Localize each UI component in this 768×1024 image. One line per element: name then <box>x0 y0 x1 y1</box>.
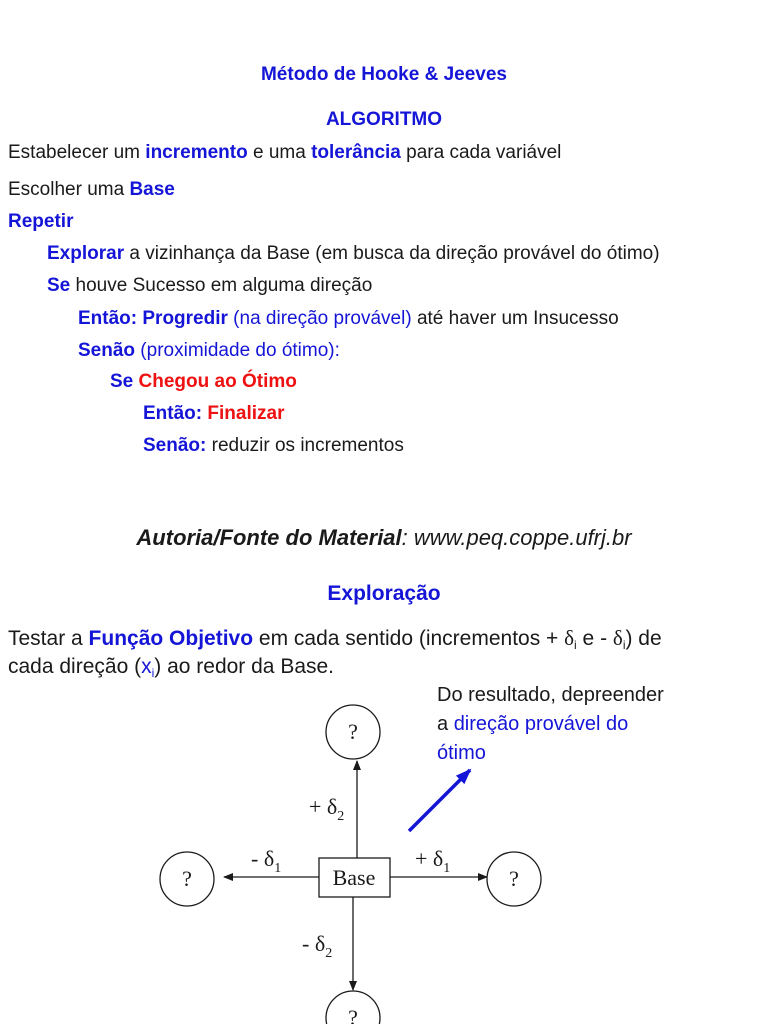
note-line-3: ótimo <box>437 742 486 764</box>
text: para cada variável <box>400 142 562 163</box>
keyword-senao: Senão <box>78 340 136 361</box>
algorithm-heading: ALGORITMO <box>325 109 443 130</box>
note-line-1: Do resultado, depreender <box>437 684 664 706</box>
subscript: i <box>151 666 155 680</box>
algo-line-3: Repetir <box>8 211 74 232</box>
keyword-se: Se <box>110 371 139 392</box>
text: até haver um Insucesso <box>411 308 619 329</box>
page-title: Método de Hooke & Jeeves <box>260 64 508 85</box>
keyword-entao: Então: <box>143 403 208 424</box>
text: a vizinhança da Base (em busca da direção provável do ótimo) <box>124 243 660 264</box>
text: a <box>437 713 454 735</box>
source-url: : www.peq.coppe.ufrj.br <box>401 525 632 550</box>
keyword-base: Base <box>129 179 175 200</box>
text: em cada sentido (incrementos + <box>253 627 565 650</box>
text-blue: (na direção provável) <box>227 308 412 329</box>
delta-symbol: δ <box>612 626 623 650</box>
keyword-tolerancia: tolerância <box>311 142 401 163</box>
base-label: Base <box>332 865 376 890</box>
text-blue: (proximidade do ótimo): <box>135 340 340 361</box>
unknown-top: ? <box>348 719 358 744</box>
direction-arrow <box>409 770 470 831</box>
label-plus-delta-1: + $\delta_1$ <box>415 846 451 876</box>
subscript: i <box>622 638 626 652</box>
label-minus-delta-1: - $\delta_1$ <box>251 846 282 876</box>
text: Estabelecer um <box>8 142 146 163</box>
subscript: i <box>574 638 577 652</box>
keyword-senao: Senão: <box>143 435 207 456</box>
text: Testar a <box>8 627 89 650</box>
text: houve Sucesso em alguma direção <box>70 275 373 296</box>
keyword-entao-progredir: Então: Progredir <box>78 308 228 329</box>
label-minus-delta-2: - $\delta_2$ <box>302 931 333 961</box>
text: cada direção ( <box>8 655 142 678</box>
keyword-se: Se <box>47 275 71 296</box>
keyword-explorar: Explorar <box>47 243 125 264</box>
text: reduzir os incrementos <box>206 435 404 456</box>
unknown-left: ? <box>182 866 192 891</box>
text: ) ao redor da Base. <box>154 655 335 678</box>
keyword-chegou-otimo: Chegou ao Ótimo <box>138 371 297 392</box>
text: e - <box>576 627 613 650</box>
keyword-incremento: incremento <box>145 142 248 163</box>
keyword-funcao-objetivo: Função Objetivo <box>88 627 254 650</box>
variable-x: x <box>141 655 152 678</box>
text: e uma <box>247 142 312 163</box>
text: ) de <box>625 627 662 650</box>
keyword-finalizar: Finalizar <box>207 403 285 424</box>
unknown-right: ? <box>509 866 519 891</box>
unknown-bottom: ? <box>348 1005 358 1024</box>
label-plus-delta-2: + $\delta_2$ <box>309 794 345 824</box>
text: Escolher uma <box>8 179 130 200</box>
source-label: Autoria/Fonte do Material <box>136 525 402 550</box>
delta-symbol: δ <box>564 626 575 650</box>
exploration-title: Exploração <box>327 582 441 605</box>
text-blue: direção provável do <box>453 713 629 735</box>
